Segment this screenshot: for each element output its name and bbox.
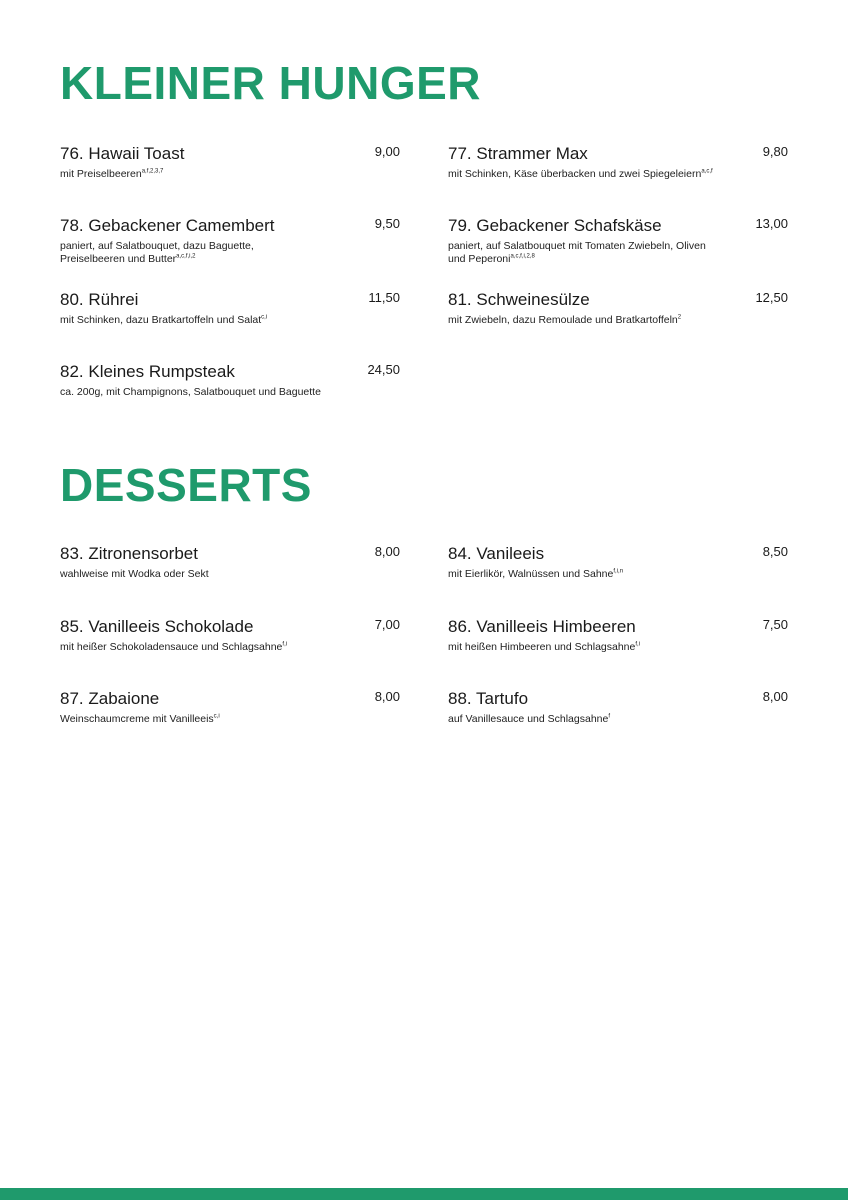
item-price: 8,50 (762, 544, 788, 559)
item-price: 8,00 (762, 689, 788, 704)
item-name: 76. Hawaii Toast (60, 144, 185, 163)
menu-item (60, 144, 400, 181)
menu-item (60, 362, 400, 399)
allergen-codes: a,c,f,i,2 (176, 253, 196, 260)
item-name: 84. Vanileeis (448, 544, 545, 563)
item-price: 8,00 (374, 544, 400, 559)
menu-item (448, 689, 788, 726)
item-description: auf Vanillesauce und Schlagsahne$^f$ (448, 713, 611, 725)
item-description: mit Zwiebeln, dazu Remoulade und Bratkartoffeln$^2$ (448, 314, 682, 326)
item-description: mit heißen Himbeeren und Schlagsahne$^{f,i}$ (448, 641, 641, 653)
item-price: 24,50 (367, 362, 400, 377)
menu-item (448, 216, 788, 266)
allergen-codes: a,c,f,i,2,8 (510, 253, 535, 260)
item-price: 9,80 (762, 144, 788, 159)
item-price: 11,50 (368, 290, 400, 305)
allergen-codes: f (608, 713, 611, 720)
item-name: 86. Vanilleeis Himbeeren (448, 617, 636, 636)
item-name: 88. Tartufo (448, 689, 529, 708)
item-name: 85. Vanilleeis Schokolade (60, 617, 254, 636)
item-description: paniert, auf Salatbouquet, dazu Baguette, Preiselbeeren und Butter$^{a,c,f,i,2}$ (60, 240, 254, 265)
allergen-codes: f,i,n (613, 568, 624, 575)
item-description: mit Preiselbeeren$^{a,f,2,3,7}$ (60, 168, 164, 180)
menu-item (448, 617, 788, 654)
item-name: 81. Schweinesülze (448, 290, 590, 309)
item-description: mit Eierlikör, Walnüssen und Sahne$^{f,i,n}$ (448, 568, 624, 580)
menu-item (60, 689, 400, 726)
section-title-kleiner-hunger: KLEINER HUNGER (60, 57, 482, 109)
item-description: mit Schinken, dazu Bratkartoffeln und Salat$^{c,i}$ (60, 314, 268, 326)
allergen-codes: f,i (282, 641, 288, 648)
bottom-accent-bar (0, 1188, 848, 1200)
item-name: 80. Rührei (60, 290, 139, 309)
item-price: 7,50 (762, 617, 788, 632)
menu-item (60, 290, 400, 327)
allergen-codes: a,c,f (701, 168, 713, 175)
menu-item (448, 290, 788, 327)
menu-item (60, 216, 400, 266)
item-name: 78. Gebackener Camembert (60, 216, 275, 235)
item-price: 8,00 (374, 689, 400, 704)
allergen-codes: c,i (261, 314, 268, 321)
allergen-codes: 2 (677, 314, 682, 321)
item-name: 83. Zitronensorbet (60, 544, 198, 563)
allergen-codes: a,f,2,3,7 (141, 168, 164, 175)
menu-item (448, 144, 788, 181)
section-title-desserts: DESSERTS (60, 459, 312, 511)
item-name: 77. Strammer Max (448, 144, 588, 163)
item-description: mit heißer Schokoladensauce und Schlagsahne$^{f,i}$ (60, 641, 288, 653)
item-description: ca. 200g, mit Champignons, Salatbouquet und Baguette (60, 386, 321, 398)
menu-item (60, 617, 400, 654)
item-price: 13,00 (755, 216, 788, 231)
item-description: mit Schinken, Käse überbacken und zwei Spiegeleiern$^{a,c,f}$ (448, 168, 713, 180)
menu-item (60, 544, 400, 581)
item-name: 87. Zabaione (60, 689, 160, 708)
item-name: 79. Gebackener Schafskäse (448, 216, 662, 235)
item-description: Weinschaumcreme mit Vanilleeis$^{c,i}$ (60, 713, 220, 725)
item-price: 9,00 (374, 144, 400, 159)
item-description: wahlweise mit Wodka oder Sekt (60, 568, 209, 580)
item-name: 82. Kleines Rumpsteak (60, 362, 235, 381)
allergen-codes: f,i (635, 641, 641, 648)
item-description: paniert, auf Salatbouquet mit Tomaten Zwiebeln, Oliven und Peperoni$^{a,c,f,i,2,8}$ (448, 240, 706, 265)
allergen-codes: c,i (213, 713, 220, 720)
item-price: 7,00 (374, 617, 400, 632)
menu-item (448, 544, 788, 581)
item-price: 9,50 (374, 216, 400, 231)
item-price: 12,50 (755, 290, 788, 305)
